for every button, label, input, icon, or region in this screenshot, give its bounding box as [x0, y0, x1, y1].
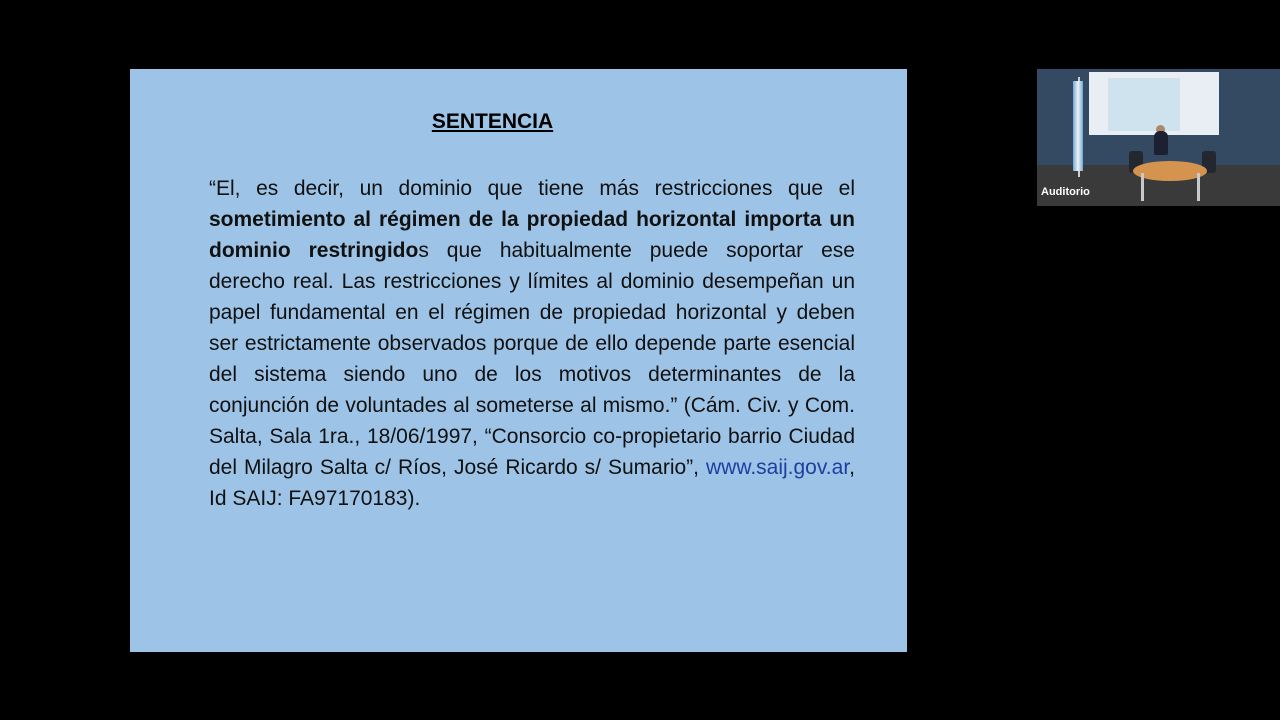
table [1133, 161, 1207, 181]
body-text-3: , Id SAIJ: FA97170183). [209, 456, 855, 510]
slide-title: SENTENCIA [431, 110, 554, 133]
video-projected-slide [1108, 78, 1180, 131]
body-text-2: s que habitualmente puede soportar ese derecho real. Las restricciones y límites al dominio desempeñan un papel fundamental en el régimen de propiedad horizontal y deben ser estrictamente observados porque de ello depende parte esencial del sistema siendo uno de los motivos determinantes de la conjunción de voluntades al someterse al mismo.” (Cám. Civ. y Com. Salta, Sala 1ra., 18/06/1997, “Consorcio co-propietario barrio Ciudad del Milagro Salta c/ Ríos, José Ricardo s/ Sumario”, [209, 239, 855, 479]
participant-video-tile[interactable] [1037, 69, 1280, 206]
table-leg [1141, 173, 1144, 201]
table-leg [1197, 173, 1200, 201]
saij-link[interactable]: www.saij.gov.ar [705, 456, 850, 479]
participant-name-label: Auditorio [1041, 186, 1090, 198]
speaker [1154, 131, 1168, 155]
body-text-bold: sometimiento al régimen de la propiedad horizontal importa un dominio restringido [209, 208, 855, 262]
flag [1073, 81, 1083, 171]
body-text-1: “El, es decir, un dominio que tiene más restricciones que el [209, 177, 855, 200]
slide-body [209, 173, 855, 514]
